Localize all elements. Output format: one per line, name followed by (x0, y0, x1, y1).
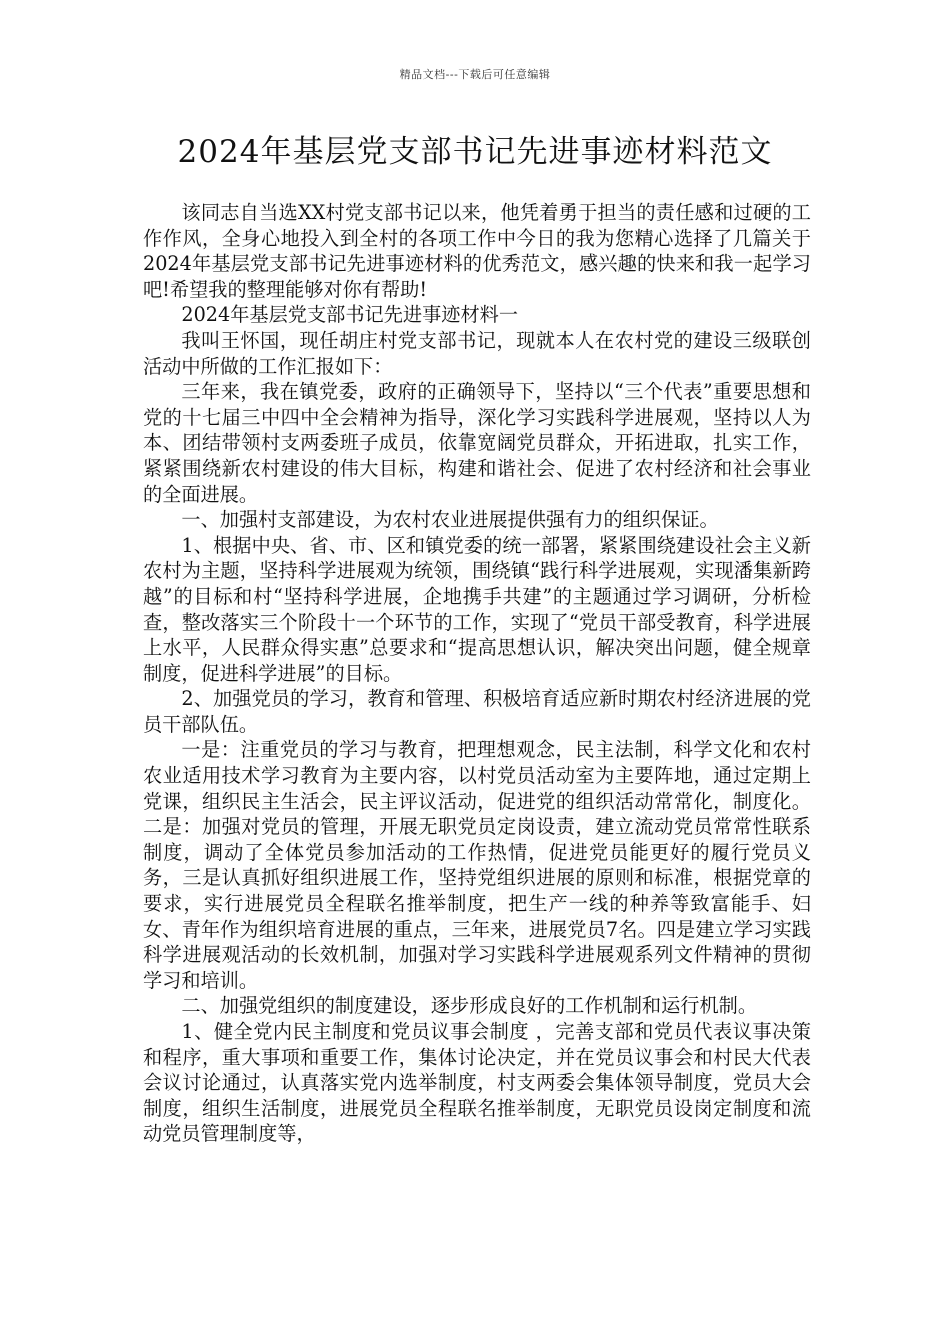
paragraph: 1、健全党内民主制度和党员议事会制度 ，完善支部和党员代表议事决策和程序，重大事项和重要工作，集体讨论决定，并在党员议事会和村民大代表会议讨论通过，认真落实党内选举制度，村支两委会集体领导制度，党员大会制度，组织生活制度，进展党员全程联名推举制度，无职党员设岗定制度和流动党员管理制度等， (143, 1020, 811, 1146)
document-body (143, 200, 811, 1147)
paragraph: 该同志自当选XX村党支部书记以来，他凭着勇于担当的责任感和过硬的工作作风，全身心地投入到全村的各项工作中今日的我为您精心选择了几篇关于2024年基层党支部书记先进事迹材料的优秀范文，感兴趣的快来和我一起学习吧!希望我的整理能够对你有帮助! (143, 201, 811, 301)
paragraph: 三年来，我在镇党委，政府的正确领导下，坚持以“三个代表”重要思想和党的十七届三中四中全会精神为指导，深化学习实践科学进展观，坚持以人为本、团结带领村支两委班子成员，依靠宽阔党员群众，开拓进取，扎实工作，紧紧围绕新农村建设的伟大目标，构建和谐社会、促进了农村经济和社会事业的全面进展。 (143, 380, 811, 506)
section-heading: 2024年基层党支部书记先进事迹材料一 (181, 303, 519, 327)
section-heading: 二、加强党组织的制度建设，逐步形成良好的工作机制和运行机制。 (181, 994, 758, 1018)
paragraph: 2、加强党员的学习，教育和管理、积极培育适应新时期农村经济进展的党员干部队伍。 (143, 687, 811, 736)
paragraph: 我叫王怀国，现任胡庄村党支部书记，现就本人在农村党的建设三级联创活动中所做的工作汇报如下： (143, 328, 811, 378)
document-title: 2024年基层党支部书记先进事迹材料范文 (177, 134, 773, 170)
header-note: 精品文档---下载后可任意编辑 (399, 68, 551, 81)
paragraph: 1、根据中央、省、市、区和镇党委的统一部署，紧紧围绕建设社会主义新农村为主题，坚持科学进展观为统领，围绕镇“践行科学进展观，实现潘集新跨越”的目标和村“坚持科学进展，企地携手共建”的主题通过学习调研，分析检查，整改落实三个阶段十一个环节的工作，实现了“党员干部受教育，科学进展上水平，人民群众得实惠”总要求和“提高思想认识，解决突出问题，健全规章制度，促进科学进展”的目标。 (143, 533, 811, 685)
paragraph: 一是：注重党员的学习与教育，把理想观念，民主法制，科学文化和农村农业适用技术学习教育为主要内容，以村党员活动室为主要阵地，通过定期上党课，组织民主生活会，民主评议活动，促进党的组织活动常常化，制度化。二是：加强对党员的管理，开展无职党员定岗设责，建立流动党员常常性联系制度，调动了全体党员参加活动的工作热情，促进党员能更好的履行党员义务，三是认真抓好组织进展工作，坚持党组织进展的原则和标准，根据党章的要求，实行进展党员全程联名推举制度，把生产一线的种养等致富能手、妇女、青年作为组织培育进展的重点，三年来，进展党员7名。四是建立学习实践科学进展观活动的长效机制，加强对学习实践科学进展观系列文件精神的贯彻学习和培训。 (143, 738, 811, 992)
section-heading: 一、加强村支部建设，为农村农业进展提供强有力的组织保证。 (181, 508, 719, 532)
